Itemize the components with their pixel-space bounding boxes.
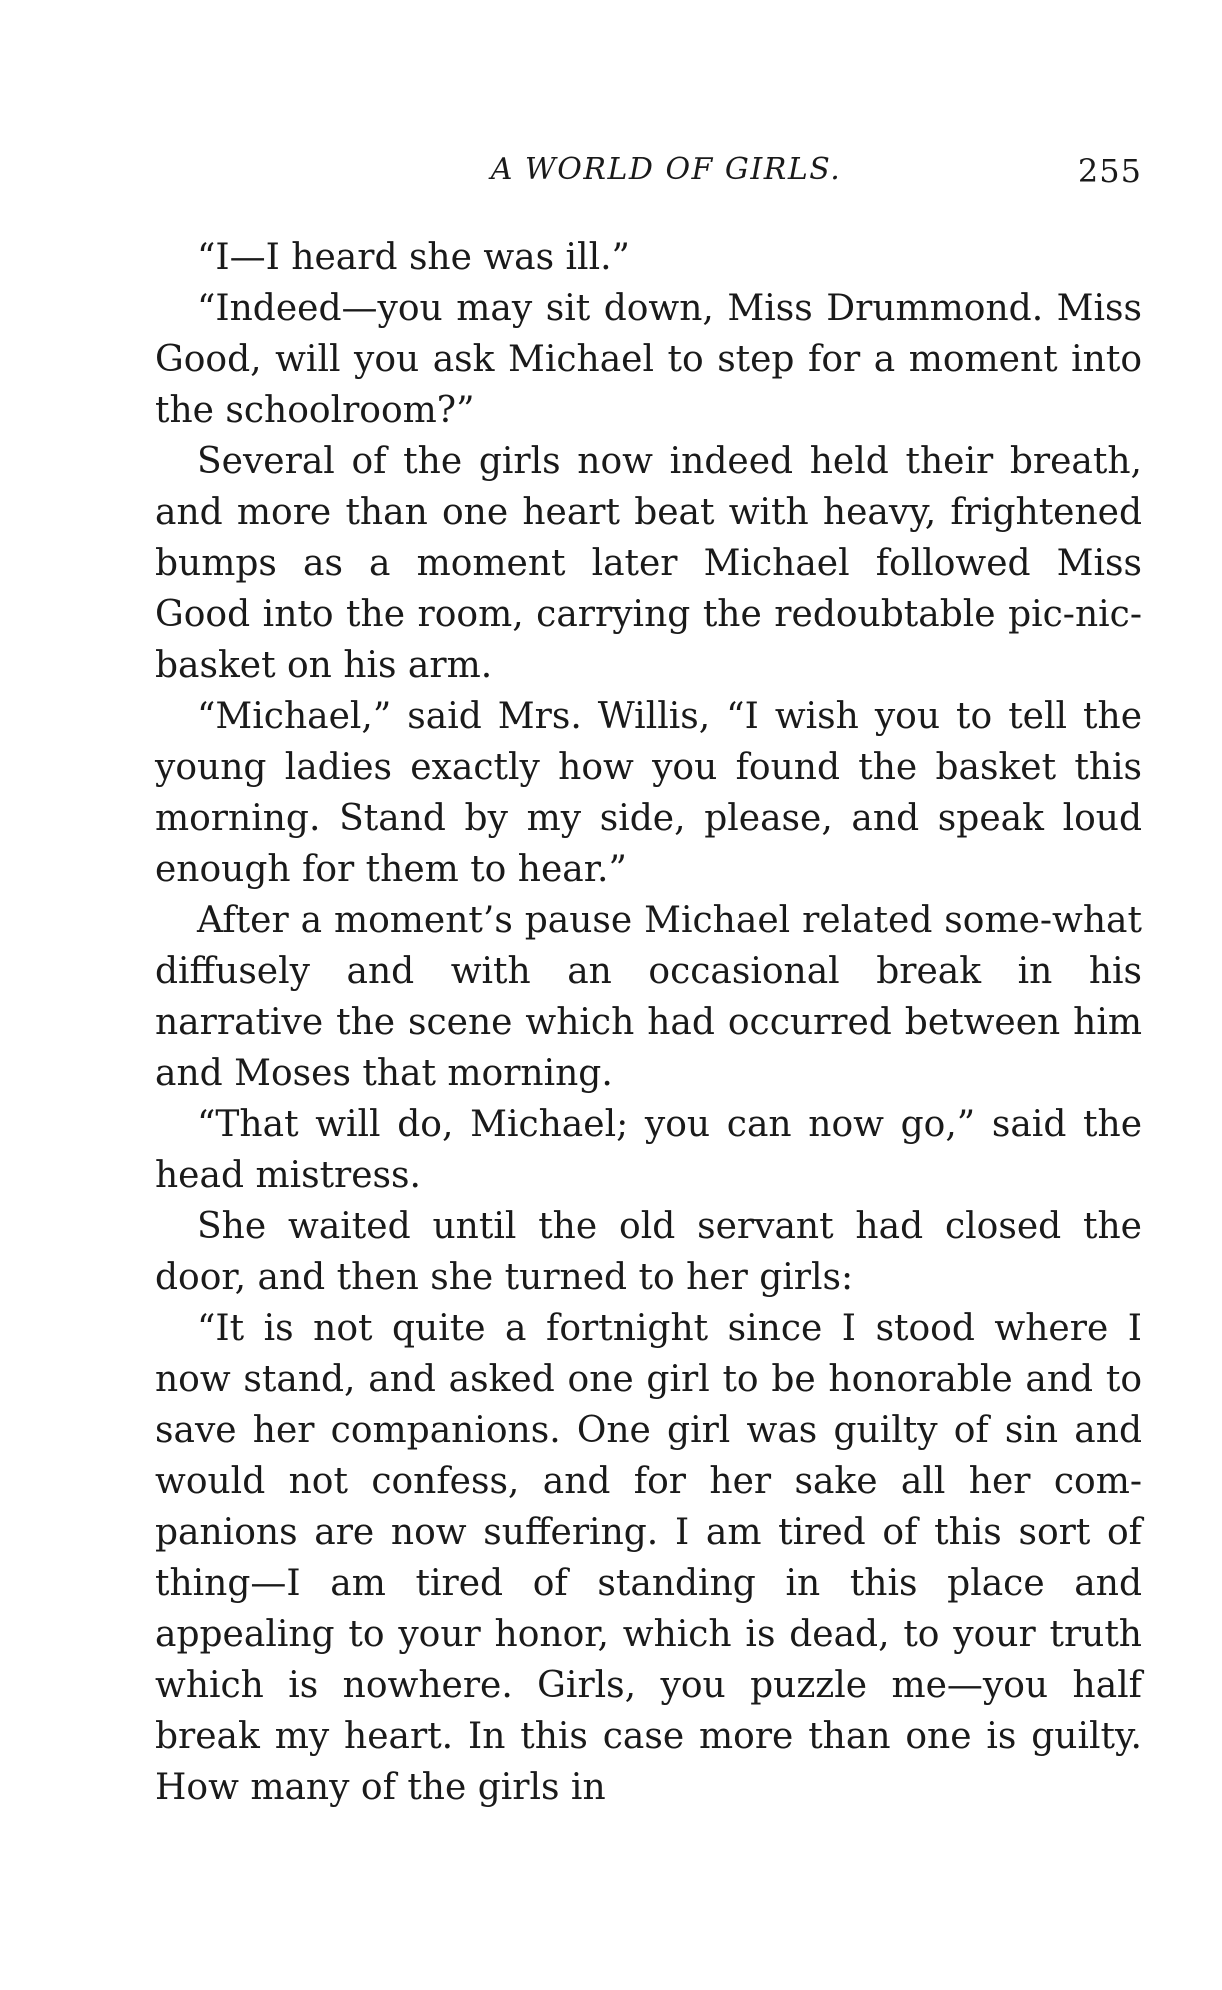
paragraph: “I—I heard she was ill.” <box>197 237 630 278</box>
body-text <box>155 232 1142 1813</box>
paragraph: After a moment’s pause Michael related some-what diffusely and with an occasional break in his narrative the scene which had occurred between him and Moses that morning. <box>155 900 1142 1094</box>
page-number: 255 <box>1077 152 1142 190</box>
running-title: A WORLD OF GIRLS. <box>490 152 842 187</box>
paragraph: Several of the girls now indeed held their breath, and more than one heart beat with heavy, frightened bumps as a moment later Michael followed Miss Good into the room, carrying the redoubtable pic-nic-basket on his arm. <box>155 441 1142 686</box>
paragraph: “It is not quite a fortnight since I stood where I now stand, and asked one girl to be honorable and to save her companions. One girl was guilty of sin and would not confess, and for her sake all her com-panions are now suffering. I am tired of this sort of thing—I am tired of standing in this place and appealing to your honor, which is dead, to your truth which is nowhere. Girls, you puzzle me—you half break my heart. In this case more than one is guilty. How many of the girls in <box>155 1308 1142 1808</box>
paragraph: “Indeed—you may sit down, Miss Drummond. Miss Good, will you ask Michael to step for a moment into the schoolroom?” <box>155 288 1142 431</box>
running-head <box>150 152 1142 202</box>
paragraph: “That will do, Michael; you can now go,” said the head mistress. <box>155 1104 1142 1196</box>
paragraph: She waited until the old servant had closed the door, and then she turned to her girls: <box>155 1206 1142 1298</box>
paragraph: “Michael,” said Mrs. Willis, “I wish you to tell the young ladies exactly how you found the basket this morning. Stand by my side, please, and speak loud enough for them to hear.” <box>155 696 1142 890</box>
